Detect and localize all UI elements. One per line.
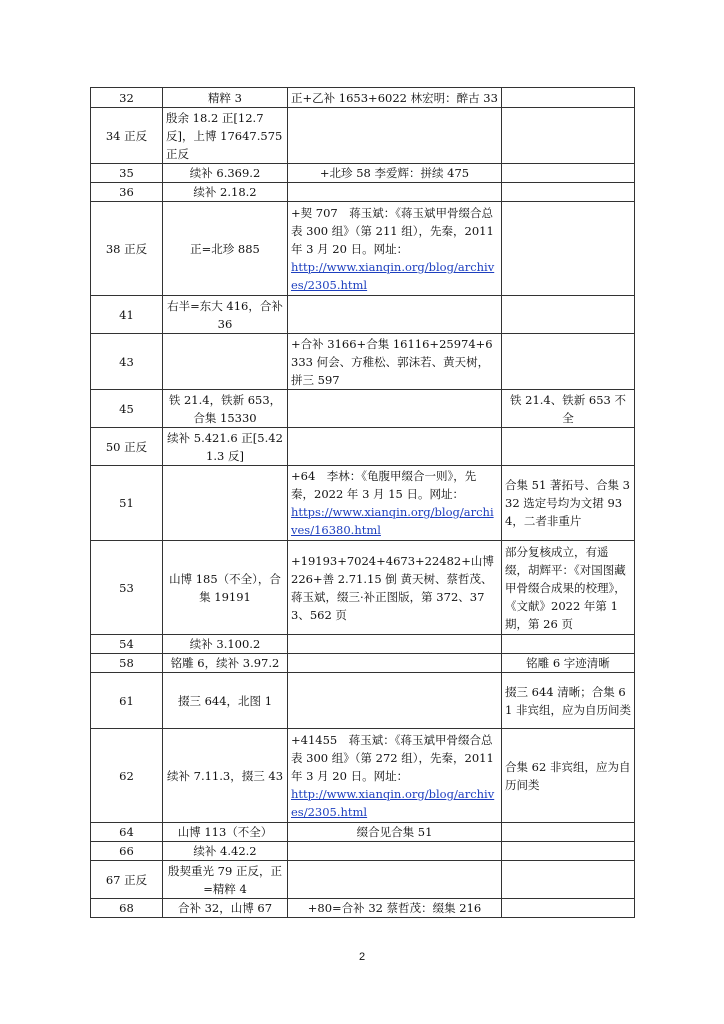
- row-number: 64: [91, 823, 163, 842]
- join-cell: 正+乙补 1653+6022 林宏明：醉古 33: [288, 88, 502, 108]
- note-cell: [502, 202, 635, 296]
- row-number: 62: [91, 729, 163, 823]
- row-number: 51: [91, 466, 163, 541]
- join-cell: [288, 654, 502, 673]
- records-table: [90, 87, 635, 918]
- table-row: [91, 88, 635, 108]
- table-row: [91, 466, 635, 541]
- table-row: [91, 842, 635, 861]
- source-cell: 合补 32，山博 67: [163, 899, 288, 918]
- join-cell: [288, 466, 502, 541]
- note-cell: 合集 51 著拓号、合集 332 选定号均为文捃 934，二者非重片: [502, 466, 635, 541]
- join-cell: 缀合见合集 51: [288, 823, 502, 842]
- join-text: +41455 蒋玉斌：《蒋玉斌甲骨缀合总表 300 组》（第 272 组），先秦，2011 年 3 月 20 日。网址：: [291, 732, 494, 783]
- row-number: 45: [91, 390, 163, 428]
- source-cell: 续补 7.11.3，掇三 43: [163, 729, 288, 823]
- row-number: 67 正反: [91, 861, 163, 899]
- row-number: 36: [91, 183, 163, 202]
- join-cell: [288, 842, 502, 861]
- row-number: 34 正反: [91, 108, 163, 164]
- note-cell: [502, 861, 635, 899]
- note-cell: [502, 428, 635, 466]
- note-cell: [502, 635, 635, 654]
- source-cell: [163, 334, 288, 390]
- table-row: [91, 541, 635, 635]
- join-cell: [288, 428, 502, 466]
- join-cell: [288, 673, 502, 729]
- join-cell: [288, 635, 502, 654]
- join-cell: +19193+7024+4673+22482+山博 226+善 2.71.15 倒 黄天树、蔡哲茂、蒋玉斌，缀三·补正图版，第 372、373、562 页: [288, 541, 502, 635]
- note-cell: 铁 21.4、铁新 653 不全: [502, 390, 635, 428]
- table-row: [91, 296, 635, 334]
- table-row: [91, 729, 635, 823]
- note-cell: [502, 842, 635, 861]
- table-row: [91, 899, 635, 918]
- source-cell: 续补 3.100.2: [163, 635, 288, 654]
- join-cell: [288, 108, 502, 164]
- note-cell: [502, 183, 635, 202]
- note-cell: [502, 88, 635, 108]
- join-cell: [288, 390, 502, 428]
- join-text: +64 李林：《龟腹甲缀合一则》，先秦，2022 年 3 月 15 日。网址：: [291, 469, 477, 501]
- row-number: 38 正反: [91, 202, 163, 296]
- row-number: 54: [91, 635, 163, 654]
- join-cell: [288, 729, 502, 823]
- reference-link[interactable]: http://www.xianqin.org/blog/archives/2305.html: [291, 786, 495, 819]
- table-row: [91, 673, 635, 729]
- source-cell: 右半=东大 416，合补 36: [163, 296, 288, 334]
- join-text: +契 707 蒋玉斌：《蒋玉斌甲骨缀合总表 300 组》（第 211 组），先秦，2011 年 3 月 20 日。网址：: [291, 205, 494, 256]
- source-cell: 续补 2.18.2: [163, 183, 288, 202]
- join-cell: [288, 861, 502, 899]
- row-number: 32: [91, 88, 163, 108]
- source-cell: [163, 466, 288, 541]
- row-number: 53: [91, 541, 163, 635]
- note-cell: 部分复核成立，有遥缀，胡辉平：《对国图藏甲骨缀合成果的校理》，《文献》2022 年第 1 期，第 26 页: [502, 541, 635, 635]
- table-row: [91, 428, 635, 466]
- source-cell: 铭雕 6，续补 3.97.2: [163, 654, 288, 673]
- join-cell: +80=合补 32 蔡哲茂：缀集 216: [288, 899, 502, 918]
- join-cell: +北珍 58 李爱辉：拼续 475: [288, 164, 502, 183]
- source-cell: 精粹 3: [163, 88, 288, 108]
- row-number: 50 正反: [91, 428, 163, 466]
- join-cell: [288, 183, 502, 202]
- source-cell: 殷契重光 79 正反，正=精粹 4: [163, 861, 288, 899]
- table-row: [91, 654, 635, 673]
- source-cell: 山博 185（不全），合集 19191: [163, 541, 288, 635]
- table-row: [91, 390, 635, 428]
- join-cell: [288, 296, 502, 334]
- row-number: 41: [91, 296, 163, 334]
- table-row: [91, 164, 635, 183]
- note-cell: [502, 108, 635, 164]
- join-cell: +合补 3166+合集 16116+25974+6333 何会、方稚松、郭沫若、黄天树，拼三 597: [288, 334, 502, 390]
- row-number: 61: [91, 673, 163, 729]
- table-row: [91, 635, 635, 654]
- note-cell: [502, 296, 635, 334]
- table-row: [91, 108, 635, 164]
- note-cell: [502, 899, 635, 918]
- row-number: 68: [91, 899, 163, 918]
- reference-link[interactable]: http://www.xianqin.org/blog/archives/2305.html: [291, 259, 495, 292]
- reference-link[interactable]: https://www.xianqin.org/blog/archives/16380.html: [291, 505, 494, 537]
- source-cell: 续补 5.421.6 正[5.421.3 反]: [163, 428, 288, 466]
- source-cell: 殷余 18.2 正[12.7 反]，上博 17647.575 正反: [163, 108, 288, 164]
- table-row: [91, 861, 635, 899]
- row-number: 43: [91, 334, 163, 390]
- row-number: 35: [91, 164, 163, 183]
- source-cell: 续补 6.369.2: [163, 164, 288, 183]
- row-number: 66: [91, 842, 163, 861]
- note-cell: 掇三 644 清晰；合集 61 非宾组，应为自历间类: [502, 673, 635, 729]
- note-cell: [502, 334, 635, 390]
- note-cell: 合集 62 非宾组，应为自历间类: [502, 729, 635, 823]
- source-cell: 正=北珍 885: [163, 202, 288, 296]
- table-row: [91, 202, 635, 296]
- note-cell: 铭雕 6 字迹清晰: [502, 654, 635, 673]
- page-number: 2: [358, 951, 366, 963]
- source-cell: 山博 113（不全）: [163, 823, 288, 842]
- source-cell: 续补 4.42.2: [163, 842, 288, 861]
- row-number: 58: [91, 654, 163, 673]
- table-row: [91, 334, 635, 390]
- note-cell: [502, 823, 635, 842]
- table-row: [91, 183, 635, 202]
- table-row: [91, 823, 635, 842]
- source-cell: 掇三 644，北图 1: [163, 673, 288, 729]
- source-cell: 铁 21.4，铁新 653，合集 15330: [163, 390, 288, 428]
- join-cell: [288, 202, 502, 296]
- note-cell: [502, 164, 635, 183]
